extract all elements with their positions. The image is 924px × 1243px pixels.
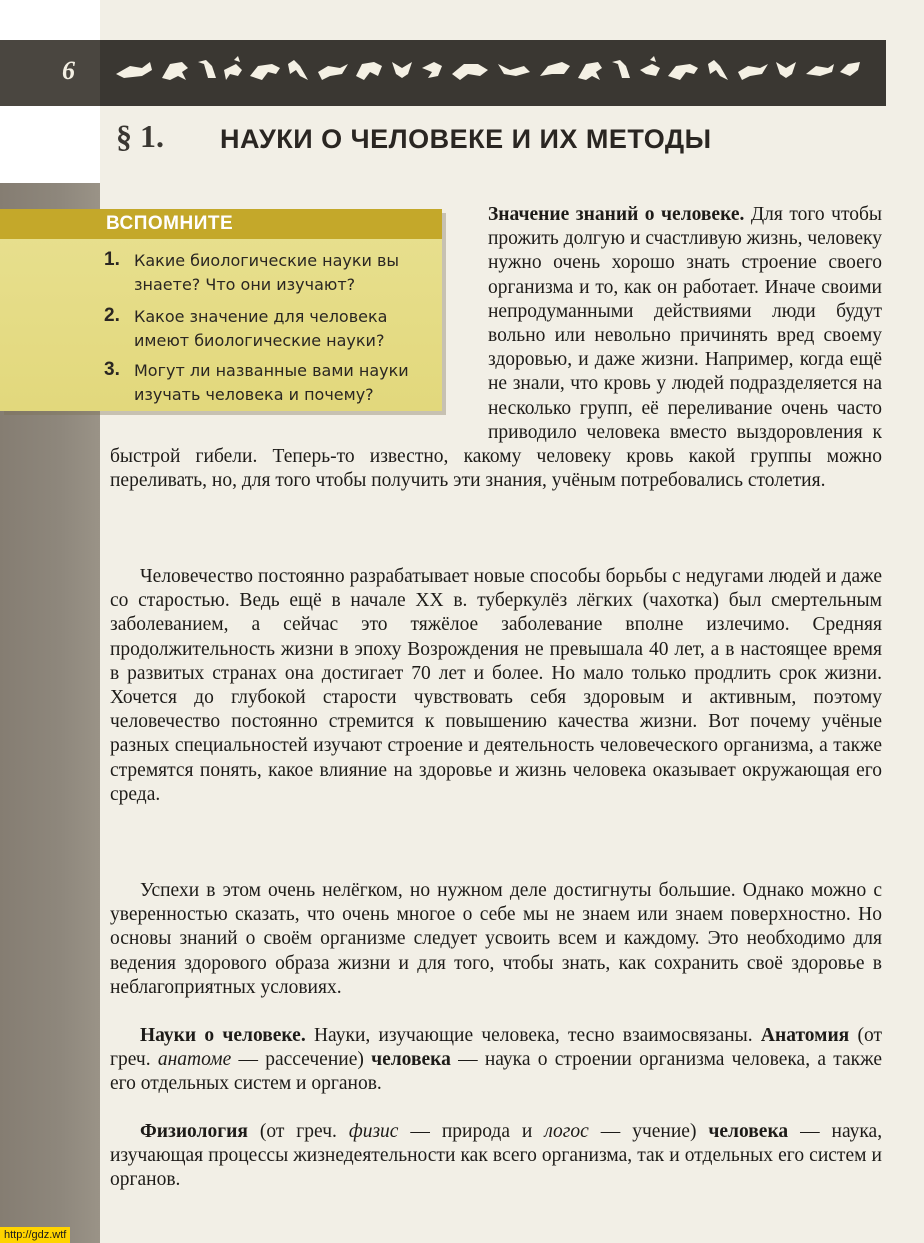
term-greek-logos: логос [544, 1121, 589, 1142]
chapter-title: НАУКИ О ЧЕЛОВЕКЕ И ИХ МЕТОДЫ [220, 124, 712, 154]
question-text: Могут ли названные вами науки изучать человека и почему? [134, 361, 409, 404]
animal-icon [452, 64, 488, 80]
question-number: 2. [104, 305, 120, 326]
paragraph-text: Успехи в этом очень нелёгком, но нужном деле достигнуты большие. Однако можно с уверенностью сказать, что очень многое о себе мы не знаем или знаем поверхностно. Но основы знаний о своём организме следует усвоить всем и каждому. Это необходимо для ведения здорового образа жизни и для того, чтобы знать, как сохранить своё здоровье в неблагоприятных условиях. [110, 880, 882, 998]
term-greek-physis: физис [348, 1121, 399, 1142]
text-run: Науки, изучающие человека, тесно взаимосвязаны. [313, 1025, 753, 1046]
animal-icon [640, 56, 660, 76]
paragraph-human-sciences [110, 1024, 882, 1097]
animal-icon [612, 60, 630, 78]
paragraph-blood-groups [110, 203, 882, 493]
paragraph-text: Для того чтобы прожить долгую и счастливую жизнь, человеку нужно очень хорошо знать строение своего организма и то, как он работает. Иначе своими непродуманными действиями люди будут вольно или невольно причинять вред своему здоровью, и даже жизни. Например, когда ещё не знали, что кровь у людей подразделяется на несколько групп, её переливание очень часто приводило человека вместо выздоровления к быстрой гибели. Теперь-то известно, какому человеку кровь какой группы можно переливать, но, для того чтобы получить эти знания, учёным потребовались столетия. [110, 204, 882, 492]
animal-icon [668, 64, 698, 80]
term-human: человека [708, 1121, 789, 1142]
section-number: § 1. [116, 118, 164, 154]
text-run: — рассечение) [238, 1049, 364, 1071]
animal-icon [840, 62, 860, 76]
float-spacer [110, 203, 488, 445]
paragraph-text: Человечество постоянно разрабатывает новые способы борьбы с недугами людей и даже со старостью. Ведь ещё в начале XX в. туберкулёз лёгких (чахотка) был смертельным заболеванием, а сейчас это тяжёлое заболевание вполне излечимо. Средняя продолжительность жизни в эпоху Возрождения не превышала 40 лет, а в настоящее время в развитых странах она достигает 70 лет и более. Но мало только продлить срок жизни. Хочется до глубокой старости чувствовать себя здоровым и активным, поэтому человечество постоянно стремится к повышению качества жизни. Вот почему учёные разных специальностей изучают строение и деятельность человеческого организма, а также стремятся понять, какое влияние на здоровье и жизнь человека оказывает окружающая его среда. [110, 566, 882, 805]
question-text: Какое значение для человека имеют биологические науки? [134, 307, 388, 350]
text-run: — природа и [410, 1121, 533, 1142]
animal-icon [498, 64, 530, 76]
animal-icon [356, 62, 382, 80]
recall-box-title: ВСПОМНИТЕ [106, 213, 234, 234]
animal-icon [116, 62, 152, 78]
animal-icon [578, 62, 602, 80]
paragraph-successes [110, 879, 882, 1000]
page-number: 6 [62, 56, 75, 85]
question-text: Какие биологические науки вы знаете? Что они изучают? [134, 251, 400, 294]
text-run: — учение) [600, 1121, 697, 1142]
subheading-human-sciences: Науки о человеке. [140, 1025, 306, 1046]
paragraph-physiology [110, 1120, 882, 1193]
animal-icon [162, 62, 188, 80]
text-run: — наука о строении организма человека, а также его отдельных систем и органов. [110, 1049, 882, 1095]
question-number: 1. [104, 249, 120, 270]
animal-icon [224, 56, 242, 80]
animal-icon [250, 64, 280, 80]
animal-silhouette-frieze-icon [112, 52, 864, 92]
text-run: (от греч. [110, 1025, 883, 1071]
animal-icon [392, 62, 412, 78]
subheading-knowledge-value: Значение знаний о человеке. [488, 204, 745, 225]
term-greek-anatome: анатоме [157, 1049, 232, 1071]
question-number: 3. [104, 359, 120, 380]
term-anatomy: Анатомия [760, 1025, 850, 1046]
animal-icon [708, 60, 728, 80]
animal-icon [540, 62, 570, 76]
paragraph-longevity [110, 565, 882, 807]
animal-icon [806, 64, 834, 76]
animal-icon [738, 64, 768, 80]
animal-icon [288, 60, 308, 80]
animal-icon [198, 60, 216, 78]
animal-icon [422, 62, 442, 78]
source-link[interactable]: http://gdz.wtf [0, 1227, 70, 1243]
animal-icon [318, 64, 348, 80]
term-physiology: Физиология [140, 1121, 248, 1142]
text-run: (от греч. [259, 1121, 337, 1142]
animal-icon [776, 62, 796, 78]
term-human: человека [371, 1049, 451, 1071]
text-run: — наука, изучающая процессы жизнедеятельности как всего организма, так и отдельных его систем и органов. [110, 1121, 883, 1191]
